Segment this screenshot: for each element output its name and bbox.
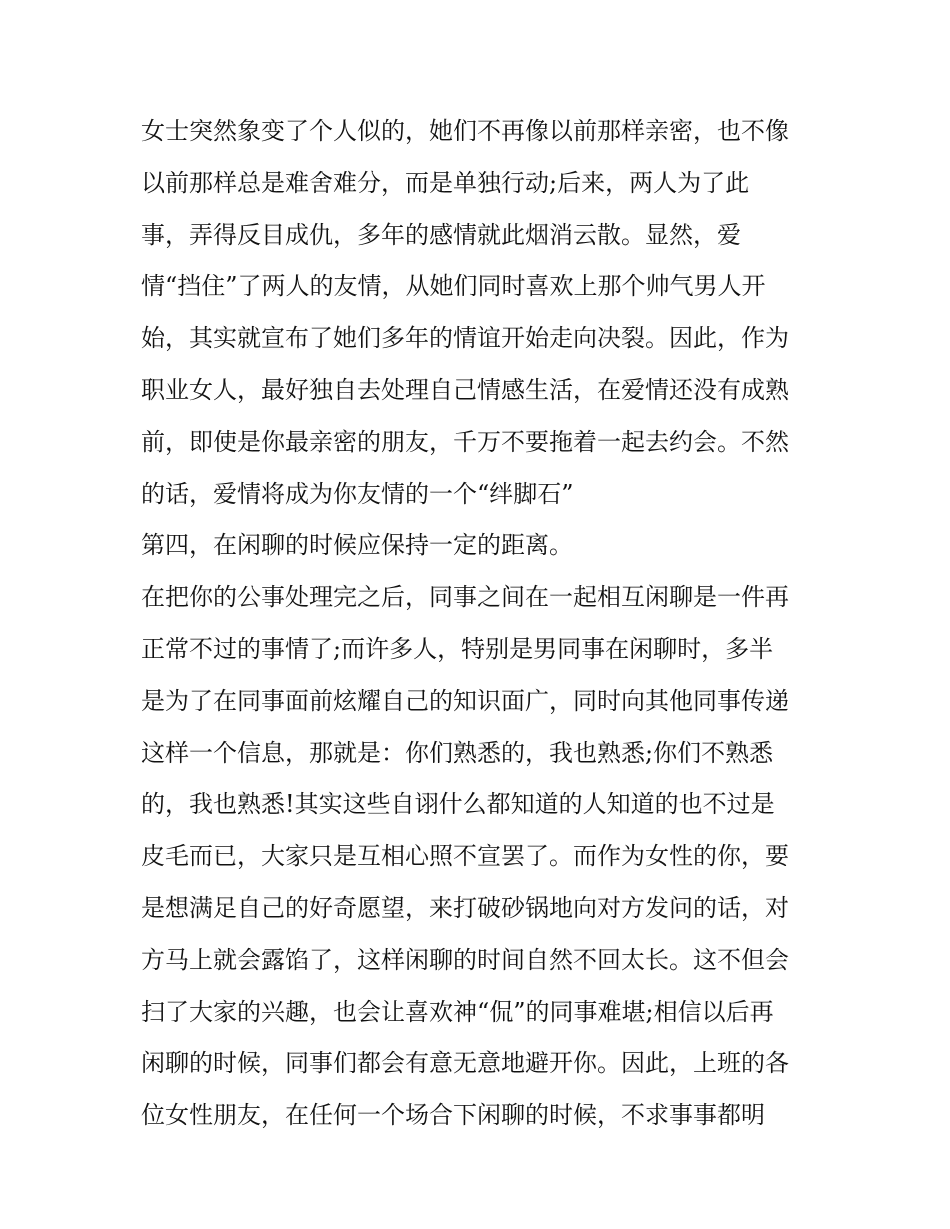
body-text [141, 106, 821, 1142]
text-line: 正常不过的事情了;而许多人，特别是男同事在闲聊时，多半 [141, 634, 774, 663]
text-line: 位女性朋友，在任何一个场合下闲聊的时候，不求事事都明 [141, 1101, 765, 1130]
text-line: 职业女人，最好独自去处理自己情感生活，在爱情还没有成熟 [141, 375, 789, 404]
text-line: 前，即使是你最亲密的朋友，千万不要拖着一起去约会。不然 [141, 427, 789, 456]
text-line: 女士突然象变了个人似的，她们不再像以前那样亲密，也不像 [141, 117, 789, 145]
text-line: 在把你的公事处理完之后，同事之间在一起相互闲聊是一件再 [141, 583, 789, 612]
text-line: 闲聊的时候，同事们都会有意无意地避开你。因此，上班的各 [141, 1049, 789, 1078]
text-line: 皮毛而已，大家只是互相心照不宣罢了。而作为女性的你，要 [141, 842, 789, 871]
text-line: 情“挡住”了两人的友情，从她们同时喜欢上那个帅气男人开 [141, 272, 766, 301]
section-heading: 第四，在闲聊的时候应保持一定的距离。 [141, 531, 573, 560]
text-line: 事，弄得反目成仇，多年的感情就此烟消云散。显然，爱 [141, 220, 741, 249]
text-line: 扫了大家的兴趣，也会让喜欢神“侃”的同事难堪;相信以后再 [141, 997, 774, 1026]
text-line: 的，我也熟悉!其实这些自诩什么都知道的人知道的也不过是 [141, 790, 775, 819]
text-line: 方马上就会露馅了，这样闲聊的时间自然不回太长。这不但会 [141, 945, 789, 974]
text-line: 的话，爱情将成为你友情的一个“绊脚石” [141, 479, 574, 508]
text-line: 这样一个信息，那就是：你们熟悉的，我也熟悉;你们不熟悉 [141, 738, 774, 767]
text-line: 是想满足自己的好奇愿望，来打破砂锅地向对方发问的话，对 [141, 893, 789, 922]
text-line: 是为了在同事面前炫耀自己的知识面广，同时向其他同事传递 [141, 686, 789, 715]
text-line: 始，其实就宣布了她们多年的情谊开始走向决裂。因此，作为 [141, 324, 789, 353]
text-line: 以前那样总是难舍难分，而是单独行动;后来，两人为了此 [141, 168, 750, 197]
